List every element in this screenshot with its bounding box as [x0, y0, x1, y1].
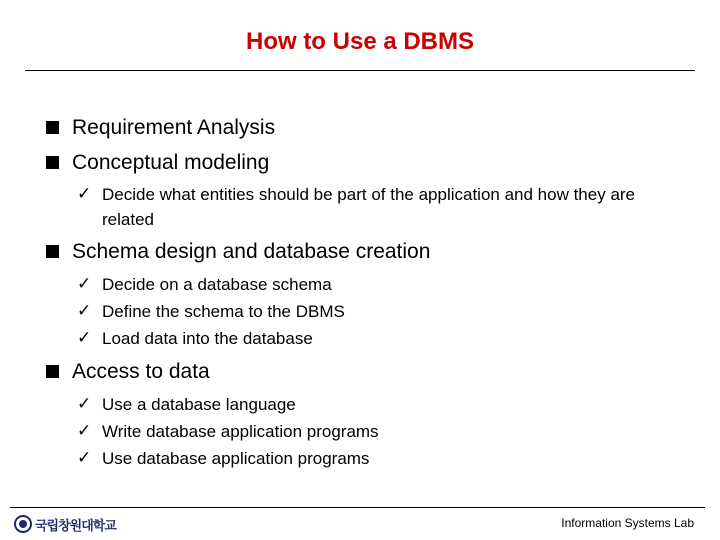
checkmark-icon: ✓ [77, 421, 92, 441]
title-divider [25, 70, 695, 71]
sub-bullet-item [46, 182, 686, 232]
sub-bullet-item [46, 325, 686, 352]
square-bullet-icon [46, 121, 59, 134]
sub-bullet-text: Decide what entities should be part of the application and how they are related [102, 185, 636, 229]
bullet-text: Conceptual modeling [72, 151, 270, 174]
footer-lab-name: Information Systems Lab [561, 516, 694, 530]
sub-bullet-item [46, 445, 686, 472]
checkmark-icon: ✓ [77, 394, 92, 414]
checkmark-icon: ✓ [77, 301, 92, 321]
sub-bullet-text: Define the schema to the DBMS [102, 302, 345, 321]
sub-bullet-list [46, 271, 686, 352]
bullet-text: Schema design and database creation [72, 240, 431, 263]
bullet-text: Requirement Analysis [72, 116, 276, 139]
sub-bullet-text: Load data into the database [102, 329, 313, 348]
bullet-item [46, 112, 686, 144]
sub-bullet-text: Write database application programs [102, 422, 379, 441]
bullet-text: Access to data [72, 360, 210, 383]
slide-content [46, 112, 686, 476]
logo-text: 국립창원대학교 [35, 518, 116, 534]
footer-divider [10, 507, 705, 508]
sub-bullet-text: Decide on a database schema [102, 275, 332, 294]
sub-bullet-text: Use database application programs [102, 449, 370, 468]
square-bullet-icon [46, 365, 59, 378]
sub-bullet-item [46, 298, 686, 325]
checkmark-icon: ✓ [77, 328, 92, 348]
square-bullet-icon [46, 245, 59, 258]
checkmark-icon: ✓ [77, 448, 92, 468]
checkmark-icon: ✓ [77, 184, 92, 204]
checkmark-icon: ✓ [77, 274, 92, 294]
sub-bullet-text: Use a database language [102, 395, 296, 414]
square-bullet-icon [46, 156, 59, 169]
sub-bullet-item [46, 271, 686, 298]
emblem-icon [14, 515, 32, 533]
bullet-item [46, 356, 686, 388]
bullet-item [46, 147, 686, 179]
sub-bullet-list [46, 391, 686, 472]
sub-bullet-item [46, 418, 686, 445]
sub-bullet-item [46, 391, 686, 418]
sub-bullet-list [46, 182, 686, 232]
slide-title: How to Use a DBMS [245, 28, 475, 55]
university-logo [14, 514, 116, 534]
bullet-item [46, 236, 686, 268]
